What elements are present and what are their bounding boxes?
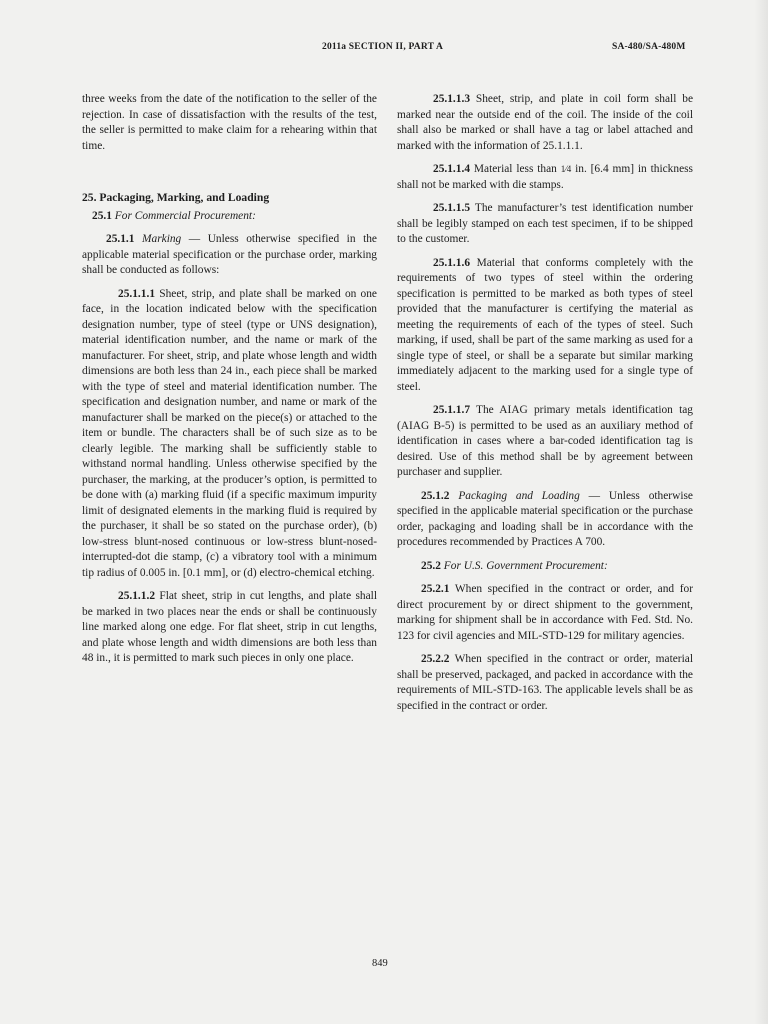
running-header-spec: SA-480/SA-480M (612, 42, 686, 52)
paragraph-25-2-2 (397, 652, 693, 714)
subsection-25-1 (82, 209, 377, 225)
paragraph-text: Sheet, strip, and plate shall be marked on one face, in the location indicated below with the specification designation number, type of steel (type or UNS designation), material identification number, and the name or mark of the manufacturer. For sheet, strip, and plate whose length and width dimensions are both less than 24 in., each piece shall be marked with the type of steel and material identification number. The specification and designation number, and name or mark of the manufacturer shall be marked on the piece(s) or attached to the item or bundle. The characters shall be of such size as to be clearly legible. The marking shall be sufficiently stable to withstand normal handling. Unless otherwise specified by the purchaser, the marking, at the producer’s option, is permitted to be done with (a) marking fluid (if a specific maximum impurity limit of designated elements in the marking fluid is required by the purchaser, it shall be so stated on the purchase order), (b) low-stress blunt-nosed continuous or low-stress blunt-nosed-interrupted-dot die stamp, (c) a vibratory tool with a minimum tip radius of 0.005 in. [0.1 mm], or (d) electro-chemical etching. (82, 287, 377, 579)
paragraph-25-1-1-5 (397, 201, 693, 248)
section-number: 25.1.1.6 (433, 256, 471, 269)
paragraph-text: Material less than (470, 163, 561, 175)
section-number: 25.2.1 (421, 583, 450, 595)
paragraph-text: The manufacturer’s test identification number shall be legibly stamped on each test specimen, if to be shipped to the customer. (397, 202, 693, 245)
paragraph-25-1-1-4 (397, 162, 693, 193)
paragraph-text: When specified in the contract or order, material shall be preserved, packaged, and packed in accordance with the requirements of MIL-STD-163. The applicable levels shall be as specified in the contract or order. (397, 653, 693, 712)
section-number: 25.1.1.7 (433, 404, 471, 416)
paragraph-continuation: three weeks from the date of the notification to the seller of the rejection. In case of dissatisfaction with the results of the test, the seller is permitted to make claim for a rehearing within that time. (82, 93, 377, 152)
paragraph-25-2-1 (397, 582, 693, 644)
paragraph-25-1-1 (82, 232, 377, 279)
page-edge-shadow (754, 0, 768, 1024)
section-number: 25.1.1.5 (433, 202, 471, 214)
paragraph-25-1-1-2 (82, 589, 377, 667)
section-number: 25.1.1.3 (433, 93, 471, 105)
paragraph-text: — Unless otherwise specified in the applicable material specification or the purchase order, marking shall be conducted as follows: (82, 233, 377, 276)
section-number: 25.2 (421, 559, 441, 572)
paragraph-25-1-2 (397, 489, 693, 551)
fraction: 1⁄4 (560, 164, 572, 174)
paragraph-text: Sheet, strip, and plate in coil form shall be marked near the outside end of the coil. The inside of the coil shall also be marked or shall have a tag or label attached and marked with the information of 25.1.1.1. (397, 93, 693, 152)
section-title: Packaging and Loading (458, 489, 580, 502)
subsection-25-2 (397, 559, 693, 575)
paragraph-text: Material that conforms completely with the requirements of two types of steel within the ordering specification is permitted to be marked as both types of steel provided that the manufacturer is certifying the material as meeting the requirements of each of the types of steel. Such marking, if used, shall be part of the same marking as used for a single type of steel, or shall be a separate but similar marking immediately adjacent to the marking used for a single type of steel. (397, 256, 693, 393)
paragraph-text: When specified in the contract or order, and for direct procurement by or direct shipment to the government, marking for shipment shall be in accordance with Fed. Std. No. 123 for civil agencies and MIL-STD-129 for military agencies. (397, 583, 693, 642)
paragraph-25-1-1-1 (82, 287, 377, 582)
section-number: 25.1.1.1 (118, 287, 156, 300)
paragraph-25-1-1-6 (397, 256, 693, 396)
right-column (397, 92, 693, 722)
paragraph-text: Flat sheet, strip in cut lengths, and plate shall be marked in two places near the ends or shall be continuously line marked along one edge. For flat sheet, strip in cut lengths, and plate whose length and width dimensions are both less than 48 in., it is permitted to mark such pieces in only one place. (82, 590, 377, 664)
section-number: 25.1.1 (106, 233, 135, 245)
page-number: 849 (372, 958, 388, 969)
section-title: Marking (142, 233, 182, 245)
running-header-title: 2011a SECTION II, PART A (322, 42, 444, 52)
section-number: 25.2.2 (421, 653, 450, 665)
paragraph-text: in. [6.4 mm] in thickness shall not be marked with die stamps. (397, 163, 693, 191)
paragraph-text: — Unless otherwise specified in the applicable material specification or the purchase order, packaging and loading shall be in accordance with the procedures recommended by Practices A 700. (397, 489, 693, 548)
section-number: 25.1.1.2 (118, 590, 156, 602)
section-title: For U.S. Government Procurement: (443, 559, 608, 572)
section-heading-25: 25. Packaging, Marking, and Loading (82, 191, 270, 204)
left-column (82, 92, 377, 675)
section-number: 25.1.1.4 (433, 163, 471, 175)
section-title: For Commercial Procurement: (114, 209, 256, 222)
paragraph-text: The AIAG primary metals identification tag (AIAG B-5) is permitted to be used as an auxiliary method of identification in cases where a bar-coded identification tag is desired. Use of this method shall be by agreement between purchaser and supplier. (397, 404, 693, 478)
paragraph-25-1-1-7 (397, 403, 693, 481)
section-number: 25.1.2 (421, 489, 450, 502)
section-number: 25.1 (92, 209, 112, 222)
paragraph-25-1-1-3 (397, 92, 693, 154)
